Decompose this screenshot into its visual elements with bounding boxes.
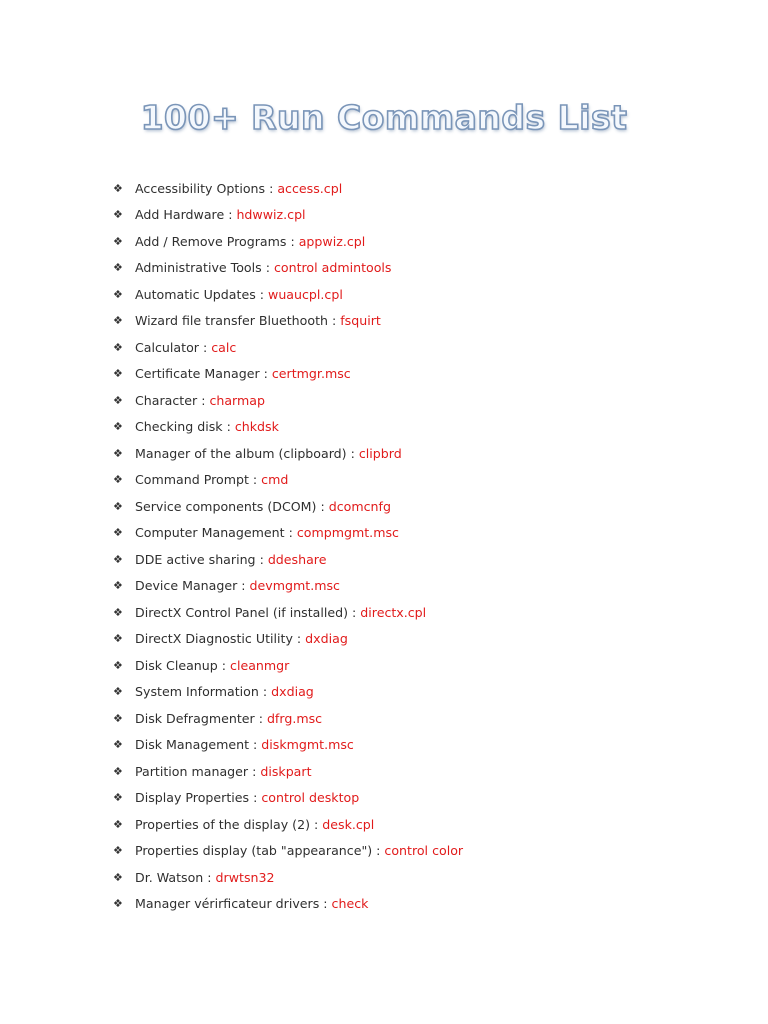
diamond-bullet-icon: ❖	[113, 473, 123, 487]
command-value: wuaucpl.cpl	[268, 286, 343, 302]
list-item	[113, 891, 463, 918]
command-value: chkdsk	[234, 419, 279, 435]
command-value: diskpart	[260, 763, 312, 779]
diamond-bullet-icon: ❖	[113, 287, 123, 301]
command-label: Service components (DCOM)	[135, 498, 317, 514]
list-item	[113, 467, 463, 494]
diamond-bullet-icon: ❖	[113, 738, 123, 752]
list-item	[113, 811, 463, 838]
command-label: DirectX Diagnostic Utility	[135, 631, 293, 647]
command-label: Manager of the album (clipboard)	[135, 445, 347, 461]
separator: :	[310, 816, 323, 832]
diamond-bullet-icon: ❖	[113, 367, 123, 381]
command-label: Disk Cleanup	[135, 657, 218, 673]
list-item	[113, 493, 463, 520]
command-label: Automatic Updates	[135, 286, 256, 302]
command-value: check	[331, 896, 369, 912]
diamond-bullet-icon: ❖	[113, 261, 123, 275]
diamond-bullet-icon: ❖	[113, 181, 123, 195]
list-item	[113, 705, 463, 732]
command-value: calc	[211, 339, 237, 355]
list-item	[113, 414, 463, 441]
separator: :	[348, 604, 361, 620]
separator: :	[224, 207, 237, 223]
diamond-bullet-icon: ❖	[113, 526, 123, 540]
command-label: Accessibility Options	[135, 180, 266, 196]
command-value: cmd	[261, 472, 289, 488]
separator: :	[328, 313, 341, 329]
command-value: dcomcnfg	[328, 498, 391, 514]
list-item	[113, 228, 463, 255]
diamond-bullet-icon: ❖	[113, 579, 123, 593]
command-value: dxdiag	[271, 684, 314, 700]
command-label: Calculator	[135, 339, 199, 355]
separator: :	[284, 525, 297, 541]
command-label: Disk Defragmenter	[135, 710, 255, 726]
separator: :	[265, 180, 278, 196]
command-value: devmgmt.msc	[249, 578, 340, 594]
list-item	[113, 334, 463, 361]
separator: :	[254, 710, 267, 726]
diamond-bullet-icon: ❖	[113, 446, 123, 460]
separator: :	[292, 631, 306, 647]
diamond-bullet-icon: ❖	[113, 897, 123, 911]
list-item	[113, 785, 463, 812]
command-label: Add Hardware	[135, 207, 225, 223]
command-value: hdwwiz.cpl	[236, 207, 306, 223]
command-label: Properties display (tab "appearance")	[135, 843, 373, 859]
diamond-bullet-icon: ❖	[113, 393, 123, 407]
separator: :	[249, 790, 262, 806]
command-value: control admintools	[273, 260, 392, 276]
command-label: Manager vérirficateur drivers	[135, 896, 320, 912]
command-label: Checking disk	[135, 419, 223, 435]
separator: :	[222, 419, 235, 435]
command-value: dfrg.msc	[266, 710, 323, 726]
command-label: Dr. Watson	[135, 869, 204, 885]
diamond-bullet-icon: ❖	[113, 764, 123, 778]
command-value: certmgr.msc	[271, 366, 351, 382]
separator: :	[255, 551, 268, 567]
command-label: Wizard file transfer Bluethooth	[135, 313, 328, 329]
command-label: Computer Management	[135, 525, 285, 541]
command-label: Properties of the display (2)	[135, 816, 311, 832]
command-label: Partition manager	[135, 763, 249, 779]
command-value: compmgmt.msc	[296, 525, 399, 541]
list-item	[113, 361, 463, 388]
separator: :	[198, 339, 212, 355]
list-item	[113, 440, 463, 467]
command-value: control desktop	[261, 790, 360, 806]
command-label: Disk Management	[135, 737, 250, 753]
command-value: ddeshare	[267, 551, 327, 567]
separator: :	[319, 896, 332, 912]
command-value: charmap	[209, 392, 265, 408]
diamond-bullet-icon: ❖	[113, 552, 123, 566]
command-label: DDE active sharing	[135, 551, 256, 567]
separator: :	[372, 843, 385, 859]
list-item	[113, 732, 463, 759]
diamond-bullet-icon: ❖	[113, 499, 123, 513]
diamond-bullet-icon: ❖	[113, 870, 123, 884]
separator: :	[248, 472, 262, 488]
command-value: access.cpl	[277, 180, 343, 196]
separator: :	[258, 684, 272, 700]
separator: :	[316, 498, 329, 514]
diamond-bullet-icon: ❖	[113, 208, 123, 222]
command-value: clipbrd	[358, 445, 402, 461]
diamond-bullet-icon: ❖	[113, 314, 123, 328]
separator: :	[217, 657, 231, 673]
command-label: DirectX Control Panel (if installed)	[135, 604, 349, 620]
diamond-bullet-icon: ❖	[113, 234, 123, 248]
list-item	[113, 281, 463, 308]
command-value: dxdiag	[305, 631, 348, 647]
command-label: Administrative Tools	[135, 260, 262, 276]
list-item	[113, 599, 463, 626]
list-item	[113, 520, 463, 547]
diamond-bullet-icon: ❖	[113, 658, 123, 672]
command-label: Command Prompt	[135, 472, 249, 488]
separator: :	[255, 286, 269, 302]
separator: :	[203, 869, 216, 885]
list-item	[113, 175, 463, 202]
diamond-bullet-icon: ❖	[113, 711, 123, 725]
list-item	[113, 546, 463, 573]
list-item	[113, 626, 463, 653]
command-value: cleanmgr	[230, 657, 290, 673]
command-value: drwtsn32	[215, 869, 275, 885]
command-label: Certificate Manager	[135, 366, 260, 382]
command-label: Add / Remove Programs	[135, 233, 287, 249]
list-item	[113, 387, 463, 414]
list-item	[113, 202, 463, 229]
list-item	[113, 679, 463, 706]
run-commands-list	[113, 175, 463, 917]
command-value: diskmgmt.msc	[261, 737, 354, 753]
list-item	[113, 864, 463, 891]
separator: :	[248, 763, 261, 779]
list-item	[113, 255, 463, 282]
diamond-bullet-icon: ❖	[113, 340, 123, 354]
list-item	[113, 573, 463, 600]
separator: :	[261, 260, 274, 276]
command-value: desk.cpl	[322, 816, 375, 832]
command-label: Character	[135, 392, 198, 408]
list-item	[113, 838, 463, 865]
separator: :	[249, 737, 262, 753]
command-label: System Information	[135, 684, 259, 700]
diamond-bullet-icon: ❖	[113, 420, 123, 434]
diamond-bullet-icon: ❖	[113, 791, 123, 805]
list-item	[113, 308, 463, 335]
command-value: appwiz.cpl	[298, 233, 366, 249]
command-value: control color	[384, 843, 464, 859]
diamond-bullet-icon: ❖	[113, 817, 123, 831]
list-item	[113, 758, 463, 785]
diamond-bullet-icon: ❖	[113, 605, 123, 619]
diamond-bullet-icon: ❖	[113, 844, 123, 858]
separator: :	[346, 445, 359, 461]
command-value: fsquirt	[340, 313, 381, 329]
list-item	[113, 652, 463, 679]
separator: :	[286, 233, 299, 249]
command-label: Display Properties	[135, 790, 250, 806]
separator: :	[197, 392, 210, 408]
page-title: 100+ Run Commands List	[140, 98, 628, 137]
separator: :	[259, 366, 272, 382]
diamond-bullet-icon: ❖	[113, 685, 123, 699]
command-value: directx.cpl	[360, 604, 427, 620]
separator: :	[237, 578, 250, 594]
diamond-bullet-icon: ❖	[113, 632, 123, 646]
command-label: Device Manager	[135, 578, 238, 594]
